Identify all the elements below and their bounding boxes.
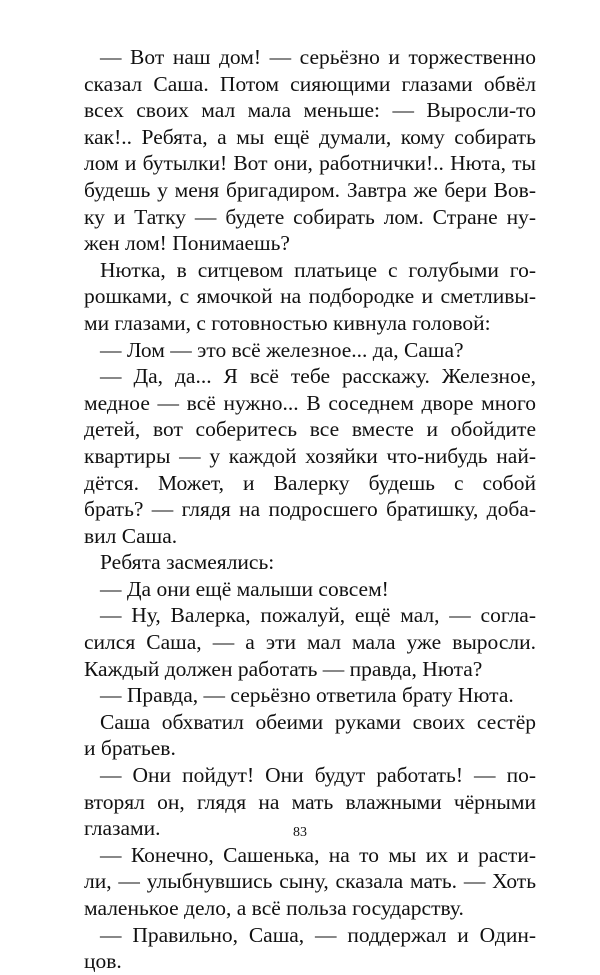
- text-line: сился Саша, — а эти мал мала уже выросли.: [84, 630, 536, 655]
- text-line: Нютка, в ситцевом платьице с голубыми го-: [100, 257, 536, 282]
- text-line: — Конечно, Сашенька, на то мы их и расти-: [100, 842, 536, 867]
- text-line: как!.. Ребята, а мы ещё думали, кому собирать: [84, 124, 536, 149]
- text-line: вил Саша.: [84, 523, 178, 548]
- text-line: Ребята засмеялись:: [100, 550, 275, 575]
- text-line: Саша обхватил обеими руками своих сестёр: [100, 709, 536, 734]
- text-line: — Правильно, Саша, — поддержал и Один-: [100, 922, 536, 947]
- text-line: сказал Саша. Потом сияющими глазами обвёл: [84, 71, 536, 96]
- text-line: и братьев.: [84, 736, 176, 761]
- text-line: — Да они ещё малыши совсем!: [100, 576, 389, 601]
- text-line: — Ну, Валерка, пожалуй, ещё мал, — согла-: [100, 603, 536, 628]
- text-line: медное — всё нужно... В соседнем дворе много: [84, 390, 536, 415]
- text-line: — Они пойдут! Они будут работать! — по-: [100, 763, 536, 788]
- text-line: будешь у меня бригадиром. Завтра же бери Вов-: [84, 177, 536, 202]
- text-line: всех своих мал мала меньше: — Выросли-то: [84, 98, 536, 123]
- text-line: детей, вот соберитесь все вместе и обойдите: [84, 417, 536, 442]
- text-line: — Да, да... Я всё тебе расскажу. Железное,: [100, 364, 536, 389]
- text-line: маленькое дело, а всё польза государству.: [84, 896, 464, 920]
- text-line: рошками, с ямочкой на подбородке и сметливы-: [84, 284, 536, 309]
- page-number: 83: [293, 825, 307, 840]
- text-line: цов.: [84, 949, 122, 974]
- text-line: брать? — глядя на подросшего братишку, доба-: [84, 497, 536, 522]
- text-line: вторял он, глядя на мать влажными чёрными: [84, 789, 536, 814]
- text-line: ли, — улыбнувшись сыну, сказала мать. — Хоть: [84, 869, 536, 894]
- text-line: жен лом! Понимаешь?: [84, 231, 290, 256]
- text-line: дётся. Может, и Валерку будешь с собой: [84, 470, 536, 495]
- text-line: квартиры — у каждой хозяйки что-нибудь най-: [84, 443, 536, 468]
- text-line: ми глазами, с готовностью кивнула головой:: [84, 310, 491, 335]
- text-line: — Лом — это всё железное... да, Саша?: [100, 337, 464, 362]
- text-line: — Правда, — серьёзно ответила брату Нюта.: [100, 683, 514, 708]
- text-line: ку и Татку — будете собирать лом. Стране ну-: [84, 204, 536, 229]
- text-line: глазами.: [84, 816, 161, 841]
- text-line: Каждый должен работать — правда, Нюта?: [84, 656, 483, 681]
- text-line: лом и бутылки! Вот они, работнички!.. Нюта, ты: [84, 151, 536, 176]
- text-line: — Вот наш дом! — серьёзно и торжественно: [100, 45, 536, 69]
